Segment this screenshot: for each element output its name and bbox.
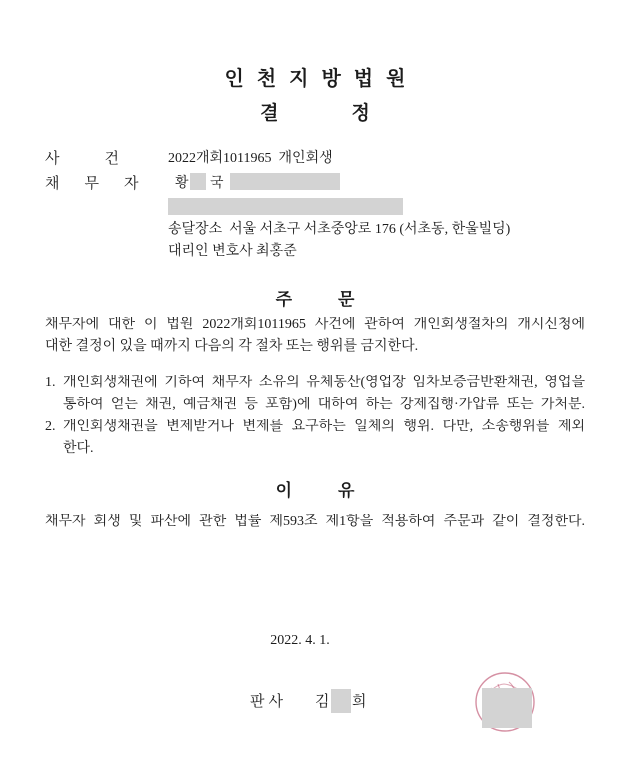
judge-name-first: 김 bbox=[315, 694, 330, 710]
decision-date: 2022. 4. 1. bbox=[270, 633, 330, 648]
court-name bbox=[0, 62, 630, 91]
service-address: 송달장소 서울 서초구 서초중앙로 176 (서초동, 한울빌딩) bbox=[168, 222, 511, 237]
debtor-name-first: 황 bbox=[175, 176, 189, 191]
redaction-box-name-rest bbox=[230, 173, 340, 190]
document-type bbox=[0, 98, 630, 125]
redaction-box-judge-name bbox=[331, 689, 351, 713]
order-heading bbox=[0, 285, 630, 310]
debtor-label: 채무자 bbox=[45, 176, 164, 192]
order-intro-line2: 대한 결정이 있을 때까지 다음의 각 절차 또는 행위를 금지한다. bbox=[45, 339, 419, 354]
order-item1-marker: 1. bbox=[45, 375, 56, 390]
debtor-name-last: 국 bbox=[210, 176, 224, 191]
redaction-box-name-middle bbox=[190, 173, 206, 190]
attorney-line: 대리인 변호사 최홍준 bbox=[168, 244, 297, 259]
case-label: 사건 bbox=[45, 151, 164, 167]
order-heading-text: 주문 bbox=[275, 290, 401, 309]
order-item2-marker: 2. bbox=[45, 419, 56, 434]
order-item2-line2: 한다. bbox=[63, 441, 94, 456]
document-type-text: 결정 bbox=[260, 103, 443, 124]
judge-title: 판사 bbox=[250, 694, 287, 710]
order-item1-line1: 개인회생채권에 기하여 채무자 소유의 유체동산(영업장 임차보증금반환채권, 영업을 bbox=[63, 375, 585, 390]
redaction-box-seal bbox=[482, 688, 532, 728]
court-name-text: 인천지방법원 bbox=[224, 68, 419, 90]
judge-name-last: 희 bbox=[352, 694, 367, 710]
order-intro-line1: 채무자에 대한 이 법원 2022개회1011965 사건에 관하여 개인회생절차의 개시신청에 bbox=[45, 317, 585, 332]
case-number: 2022개회1011965 개인회생 bbox=[168, 151, 333, 166]
redaction-box-address bbox=[168, 198, 403, 215]
order-item2-line1: 개인회생채권을 변제받거나 변제를 요구하는 일체의 행위. 다만, 소송행위를 제외 bbox=[63, 419, 585, 434]
reason-body: 채무자 회생 및 파산에 관한 법률 제593조 제1항을 적용하여 주문과 같이 결정한다. bbox=[45, 514, 585, 529]
reason-heading-text: 이유 bbox=[275, 481, 401, 500]
reason-heading bbox=[0, 476, 630, 501]
order-item1-line2: 통하여 얻는 채권, 예금채권 등 포함)에 대하여 하는 강제집행·가압류 또는 가처분. bbox=[63, 397, 585, 412]
